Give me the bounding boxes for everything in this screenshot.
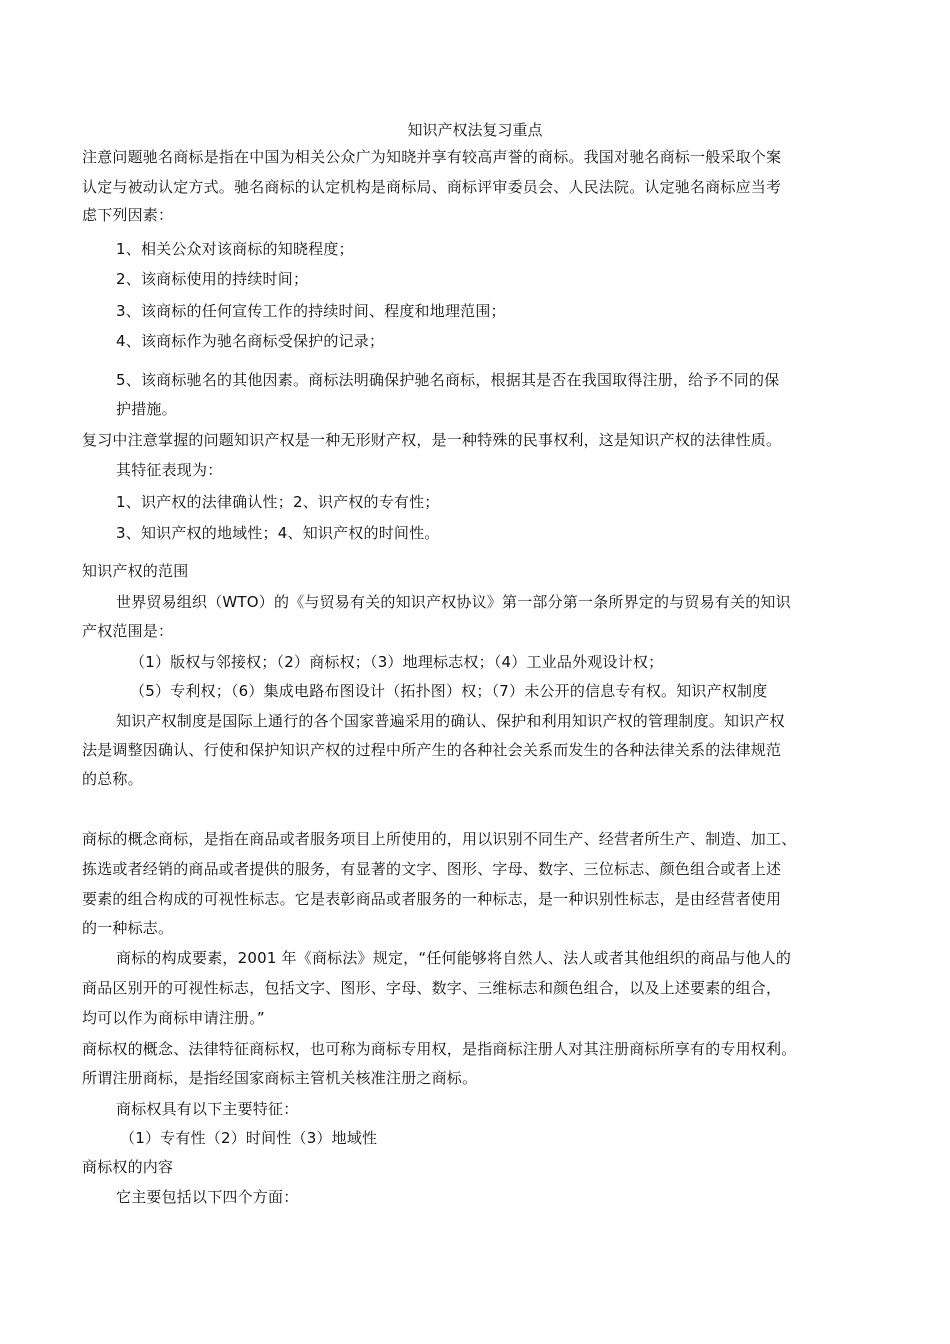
text-line: 其特征表现为： — [116, 461, 223, 479]
text-line: 虑下列因素： — [82, 206, 174, 224]
text-line: 复习中注意掌握的问题知识产权是一种无形财产权，是一种特殊的民事权利，这是知识产权的法律性质。 — [82, 431, 782, 449]
text-line: 的总称。 — [82, 770, 143, 788]
section-heading: 商标权的内容 — [82, 1158, 174, 1176]
text-line: 商标权具有以下主要特征： — [116, 1100, 299, 1118]
list-item: （1）版权与邻接权；（2）商标权；（3）地理标志权；（4）工业品外观设计权； — [130, 653, 664, 671]
text-line: 商品区别开的可视性标志，包括文字、图形、字母、数字、三维标志和颜色组合，以及上述要素的组合， — [82, 979, 782, 997]
text-line: 产权范围是： — [82, 622, 174, 640]
list-item: 1、识产权的法律确认性；2、识产权的专有性； — [116, 493, 440, 511]
list-item: 2、该商标使用的持续时间； — [116, 270, 309, 288]
text-line: 拣选或者经销的商品或者提供的服务，有显著的文字、图形、字母、数字、三位标志、颜色组合或者上述 — [82, 860, 782, 878]
section-heading: 知识产权的范围 — [82, 562, 189, 580]
list-item: 3、知识产权的地域性；4、知识产权的时间性。 — [116, 524, 440, 542]
list-item: 4、该商标作为驰名商标受保护的记录； — [116, 332, 385, 350]
text-line: 商标权的概念、法律特征商标权，也可称为商标专用权，是指商标注册人对其注册商标所享有的专用权利。 — [82, 1040, 797, 1058]
list-item: 1、相关公众对该商标的知晓程度； — [116, 240, 354, 258]
text-line: 商标的构成要素，2001 年《商标法》规定，“任何能够将自然人、法人或者其他组织的商品与他人的 — [116, 949, 792, 967]
list-item: 5、该商标驰名的其他因素。商标法明确保护驰名商标，根据其是否在我国取得注册，给予不同的保 — [116, 371, 780, 389]
text-line: 均可以作为商标申请注册。” — [82, 1009, 265, 1027]
text-line: 法是调整因确认、行使和保护知识产权的过程中所产生的各种社会关系而发生的各种法律关系的法律规范 — [82, 741, 782, 759]
list-item: （1）专有性（2）时间性（3）地域性 — [120, 1129, 378, 1147]
text-line: 世界贸易组织（WTO）的《与贸易有关的知识产权协议》第一部分第一条所界定的与贸易有关的知识 — [116, 593, 791, 611]
document-title: 知识产权法复习重点 — [407, 121, 543, 139]
text-line: 知识产权制度是国际上通行的各个国家普遍采用的确认、保护和利用知识产权的管理制度。知识产权 — [116, 712, 785, 730]
text-line: 注意问题驰名商标是指在中国为相关公众广为知晓并享有较高声誉的商标。我国对驰名商标一般采取个案 — [82, 148, 782, 166]
text-line: 所谓注册商标，是指经国家商标主管机关核准注册之商标。 — [82, 1069, 478, 1087]
text-line: 要素的组合构成的可视性标志。它是表彰商品或者服务的一种标志，是一种识别性标志，是由经营者使用 — [82, 890, 782, 908]
list-item: （5）专利权；（6）集成电路布图设计（拓扑图）权；（7）未公开的信息专有权。知识产权制度 — [130, 682, 768, 700]
text-line: 认定与被动认定方式。驰名商标的认定机构是商标局、商标评审委员会、人民法院。认定驰名商标应当考 — [82, 178, 782, 196]
text-line: 它主要包括以下四个方面： — [116, 1188, 299, 1206]
text-line: 商标的概念商标，是指在商品或者服务项目上所使用的，用以识别不同生产、经营者所生产、制造、加工、 — [82, 830, 797, 848]
text-line: 的一种标志。 — [82, 919, 174, 937]
list-item: 3、该商标的任何宣传工作的持续时间、程度和地理范围； — [116, 302, 506, 320]
text-line: 护措施。 — [116, 400, 177, 418]
